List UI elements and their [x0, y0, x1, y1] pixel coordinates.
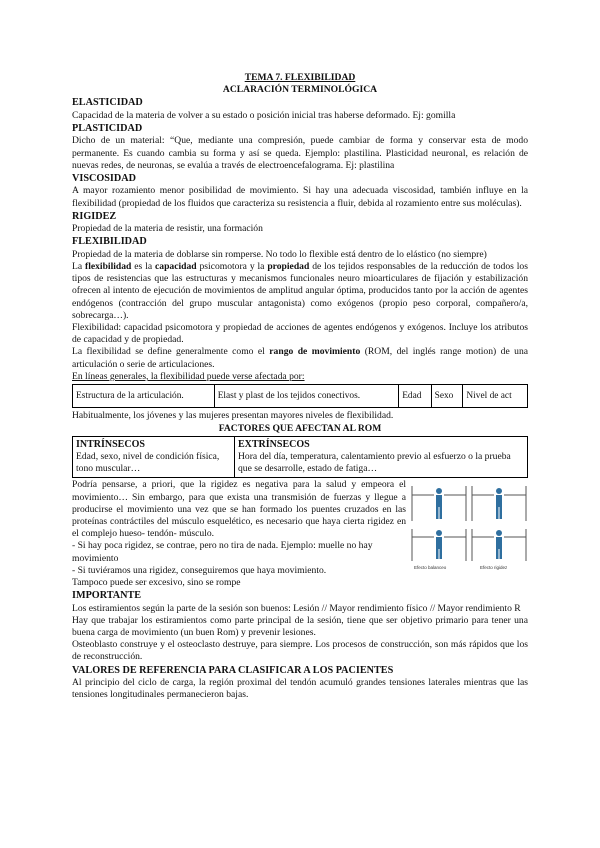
heading-importante: IMPORTANTE — [72, 590, 142, 602]
rigidez-p4: Tampoco puede ser excesivo, sino se rompe — [72, 576, 241, 588]
extrinsecos-heading: EXTRÍNSECOS — [238, 438, 310, 450]
page-title: TEMA 7. FLEXIBILIDAD — [244, 72, 356, 83]
importante-p3: Osteoblasto construye y el osteoclasto destruye, para siempre. Los procesos de construcción, son más rápidos que los de reconstrucción. — [72, 639, 528, 663]
stretching-figure — [410, 481, 528, 571]
text-rigidez: Propiedad de la materia de resistir, una formación — [72, 223, 263, 235]
rigidez-p2: - Si hay poca rigidez, se contrae, pero no tira de nada. Ejemplo: muelle no hay movimiento — [72, 540, 373, 564]
text-flexibilidad-1: Propiedad de la materia de doblarse sin romperse. No todo lo flexible está dentro de lo elástico (no siempre) — [72, 248, 487, 260]
text-viscosidad: A mayor rozamiento menor posibilidad de movimiento. Si hay una adecuada viscosidad, también influye en la flexibilidad (propiedad de los fluidos que caracteriza su resistencia a fluir, debida al rozamiento entre sus moléculas). — [72, 185, 528, 209]
text-flexibilidad-2: La flexibilidad es la capacidad psicomotora y la propiedad de los tejidos responsables de la reducción de todos los tipos de resistencias que las estructuras y mecanismos funcionales neuro mioarticulares de fijación y estabilización ofrecen al intento de ejecución de movimientos de amplitud angular óptima, producidos tanto por la acción de agentes endógenos (contracción del grupo muscular antagonista) como exógenos (propio peso corporal, compañero/a, sobrecarga…). — [72, 261, 528, 321]
intrinsecos-col — [73, 437, 235, 478]
rigidez-block — [72, 479, 528, 589]
heading-rigidez: RIGIDEZ — [72, 210, 117, 222]
table-cell: Sexo — [431, 385, 463, 408]
importante-p1: Los estiramientos según la parte de la sesión son buenos: Lesión // Mayor rendimiento físico // Mayor rendimiento R — [72, 602, 521, 614]
heading-plasticidad: PLASTICIDAD — [72, 123, 143, 135]
intrinsecos-heading: INTRÍNSECOS — [76, 438, 145, 450]
rigidez-p3: - Si tuviéramos una rigidez, conseguiremos que haya movimiento. — [72, 564, 327, 576]
text-plasticidad: Dicho de un material: “Que, mediante una compresión, puede cambiar de forma y conservar esta de modo permanente. Es cuando cambia su forma y así se queda. Ejemplo: plastilina. Plasticidad neuronal, es relación de nuevas redes, de neuronas, se evalúa a través de electroencefalograma. Ej: plastilina — [72, 135, 528, 171]
text-flexibilidad-3: Flexibilidad: capacidad psicomotora y propiedad de acciones de agentes endógenos y exógenos. Incluye los atributos de capacidad y de propiedad. — [72, 322, 528, 346]
text-flexibilidad-5: En líneas generales, la flexibilidad puede verse afectada por: — [72, 370, 305, 382]
extrinsecos-text: Hora del día, temperatura, calentamiento previo al esfuerzo o la prueba que se desarrolle, estado de fatiga… — [238, 450, 511, 475]
rigidez-p1: Podría pensarse, a priori, que la rigidez es negativa para la salud y empeora el movimiento… Sin embargo, para que exista una transmisión de fuerzas y llegue a producirse el movimiento una vez que se han formado los puentes cruzados en las proteínas contráctiles del músculo esquelético, es necesario que haya cierta rigidez en el complejo hueso- tendón- músculo. — [72, 479, 406, 540]
table-cell: Nivel de act — [463, 385, 528, 408]
text-elasticidad: Capacidad de la materia de volver a su estado o posición inicial tras haberse deformado. Ej: gomilla — [72, 109, 456, 121]
table-row — [73, 385, 528, 408]
text-flexibilidad-4: La flexibilidad se define generalmente como el rango de movimiento (ROM, del inglés range motion) de una articulación o serie de articulaciones. — [72, 346, 528, 370]
heading-flexibilidad: FLEXIBILIDAD — [72, 236, 147, 248]
intrinsecos-text: Edad, sexo, nivel de condición física, tono muscular… — [76, 450, 220, 475]
factores-heading: FACTORES QUE AFECTAN AL ROM — [218, 422, 382, 434]
table-cell: Estructura de la articulación. — [73, 385, 215, 408]
extrinsecos-col — [235, 437, 527, 478]
valores-p1: Al principio del ciclo de carga, la región proximal del tendón acumuló grandes tensiones laterales mientras que las tensiones longitudinales permanecieron bajas. — [72, 676, 528, 701]
figure-label-left: Efecto balanceo — [414, 565, 447, 571]
table-cell: Edad — [399, 385, 431, 408]
heading-viscosidad: VISCOSIDAD — [72, 173, 136, 185]
page-subtitle: ACLARACIÓN TERMINOLÓGICA — [222, 84, 378, 96]
heading-valores: VALORES DE REFERENCIA PARA CLASIFICAR A LOS PACIENTES — [72, 664, 394, 676]
importante-p2: Hay que trabajar los estiramientos como parte principal de la sesión, tiene que ser objetivo primario para tener una buena carga de movimiento (un buen Rom) y prevenir lesiones. — [72, 614, 528, 638]
heading-elasticidad: ELASTICIDAD — [72, 97, 143, 109]
affects-table — [72, 384, 528, 408]
figure-label-right: Efecto rigidez — [480, 565, 508, 571]
table-cell: Elast y plast de los tejidos conectivos. — [214, 385, 399, 408]
document-page — [72, 72, 528, 701]
factores-box — [72, 436, 528, 479]
youth-text: Habitualmente, los jóvenes y las mujeres presentan mayores niveles de flexibilidad. — [72, 410, 394, 422]
